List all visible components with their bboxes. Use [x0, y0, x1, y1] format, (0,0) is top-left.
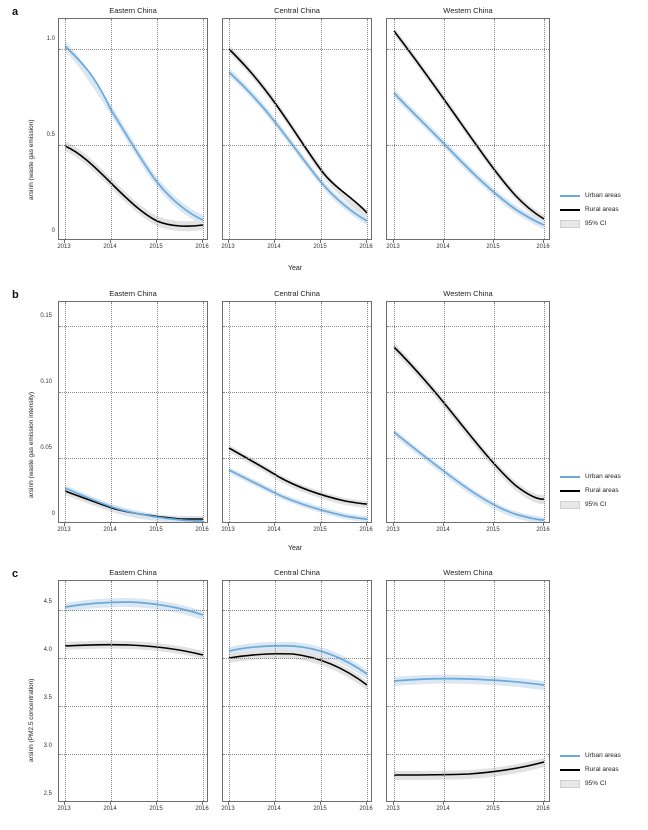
ci-band-icon [560, 501, 580, 509]
facet-b-western-title: Western China [443, 289, 493, 298]
facet-a-eastern-xtick-1: 2014 [103, 244, 117, 250]
panel-a-ylabel: arsinh (waste gas emission) [28, 119, 35, 200]
facet-a-central [222, 6, 372, 254]
panel-c-ytick-3: 4.0 [43, 647, 52, 653]
panel-c-ylabel: arsinh (PM2.5 concentration) [28, 678, 35, 762]
facet-c-central [222, 568, 372, 816]
facet-a-western-title: Western China [443, 6, 493, 15]
facet-c-western [386, 568, 550, 816]
legend-a-ci [560, 218, 621, 229]
facet-a-central-xtick-2: 2015 [313, 244, 327, 250]
facet-a-central-title: Central China [274, 6, 320, 15]
legend-b [560, 471, 621, 513]
legend-a [560, 190, 621, 232]
panel-b-ytick-1: 0.05 [40, 445, 52, 451]
rural-line-icon [560, 490, 580, 492]
facet-a-western-xtick-2: 2015 [486, 244, 500, 250]
legend-c [560, 750, 621, 792]
facet-b-central-xtick-0: 2013 [221, 527, 235, 533]
facet-b-western-xtick-2: 2015 [486, 527, 500, 533]
legend-b-urban [560, 471, 621, 482]
facet-c-eastern-xtick-2: 2015 [149, 806, 163, 812]
series-b-eastern [59, 302, 208, 523]
legend-c-ci [560, 778, 621, 789]
plot-b-western [386, 301, 550, 523]
panel-b-ytick-3: 0.15 [40, 313, 52, 319]
facet-b-central [222, 289, 372, 537]
panel-c-letter: c [12, 568, 19, 580]
panel-a-letter: a [12, 6, 19, 18]
facet-c-central-xtick-1: 2014 [267, 806, 281, 812]
series-c-eastern [59, 581, 208, 802]
facet-a-eastern-xtick-0: 2013 [57, 244, 71, 250]
facet-b-eastern-xtick-1: 2014 [103, 527, 117, 533]
facet-b-central-xtick-2: 2015 [313, 527, 327, 533]
facet-b-eastern-xtick-3: 2016 [195, 527, 209, 533]
facet-b-central-xtick-3: 2016 [359, 527, 373, 533]
facet-c-western-title: Western China [443, 568, 493, 577]
panel-a-ytick-2: 1.0 [46, 36, 55, 42]
ci-band-icon [560, 220, 580, 228]
legend-b-urban-label: Urban areas [585, 473, 621, 480]
rural-line-icon [560, 209, 580, 211]
panel-b-ytick-0: 0 [51, 511, 55, 517]
facet-c-eastern-title: Eastern China [109, 568, 157, 577]
panel-a-xlabel: Year [288, 265, 303, 272]
legend-c-ci-label: 95% CI [585, 780, 607, 787]
facet-c-central-title: Central China [274, 568, 320, 577]
legend-b-rural-label: Rural areas [585, 487, 619, 494]
facet-c-central-xtick-0: 2013 [221, 806, 235, 812]
facet-c-western-xtick-0: 2013 [386, 806, 400, 812]
panel-a-ytick-0: 0 [51, 228, 55, 234]
legend-a-urban [560, 190, 621, 201]
legend-c-urban [560, 750, 621, 761]
series-a-western [387, 19, 550, 240]
plot-b-central [222, 301, 372, 523]
urban-line-icon [560, 476, 580, 478]
plot-a-western [386, 18, 550, 240]
plot-c-western [386, 580, 550, 802]
facet-c-eastern-xtick-0: 2013 [57, 806, 71, 812]
plot-c-central [222, 580, 372, 802]
panel-b [0, 283, 648, 561]
series-c-western [387, 581, 550, 802]
facet-c-eastern-xtick-3: 2016 [195, 806, 209, 812]
legend-c-urban-label: Urban areas [585, 752, 621, 759]
legend-a-ci-label: 95% CI [585, 220, 607, 227]
plot-c-eastern [58, 580, 208, 802]
facet-b-central-xtick-1: 2014 [267, 527, 281, 533]
plot-a-eastern [58, 18, 208, 240]
panel-c-ytick-0: 2.5 [43, 791, 52, 797]
series-c-central [223, 581, 372, 802]
facet-b-eastern-xtick-0: 2013 [57, 527, 71, 533]
facet-a-western-xtick-3: 2016 [536, 244, 550, 250]
legend-c-rural-label: Rural areas [585, 766, 619, 773]
facet-b-western-xtick-1: 2014 [436, 527, 450, 533]
legend-a-rural-label: Rural areas [585, 206, 619, 213]
facet-a-eastern [58, 6, 208, 254]
panel-c-ytick-1: 3.0 [43, 743, 52, 749]
series-a-eastern [59, 19, 208, 240]
facet-c-central-xtick-2: 2015 [313, 806, 327, 812]
panel-a-ytick-1: 0.5 [46, 132, 55, 138]
panel-a [0, 0, 648, 278]
urban-line-icon [560, 755, 580, 757]
plot-a-central [222, 18, 372, 240]
facet-a-central-xtick-0: 2013 [221, 244, 235, 250]
panel-b-letter: b [12, 289, 19, 301]
facet-b-western-xtick-0: 2013 [386, 527, 400, 533]
facet-c-western-xtick-3: 2016 [536, 806, 550, 812]
facet-c-central-xtick-3: 2016 [359, 806, 373, 812]
rural-line-icon [560, 769, 580, 771]
facet-a-central-xtick-3: 2016 [359, 244, 373, 250]
facet-a-eastern-xtick-3: 2016 [195, 244, 209, 250]
facet-b-eastern-xtick-2: 2015 [149, 527, 163, 533]
legend-b-ci [560, 499, 621, 510]
legend-a-urban-label: Urban areas [585, 192, 621, 199]
facet-c-western-xtick-2: 2015 [486, 806, 500, 812]
facet-c-eastern [58, 568, 208, 816]
facet-b-eastern-title: Eastern China [109, 289, 157, 298]
facet-b-western [386, 289, 550, 537]
facet-c-western-xtick-1: 2014 [436, 806, 450, 812]
facet-a-western-xtick-1: 2014 [436, 244, 450, 250]
series-b-western [387, 302, 550, 523]
legend-a-rural [560, 204, 621, 215]
facet-a-eastern-xtick-2: 2015 [149, 244, 163, 250]
plot-b-eastern [58, 301, 208, 523]
facet-a-western [386, 6, 550, 254]
series-b-central [223, 302, 372, 523]
series-a-central [223, 19, 372, 240]
panel-b-xlabel: Year [288, 545, 303, 552]
legend-b-ci-label: 95% CI [585, 501, 607, 508]
facet-b-eastern [58, 289, 208, 537]
ci-band-icon [560, 780, 580, 788]
legend-b-rural [560, 485, 621, 496]
facet-a-central-xtick-1: 2014 [267, 244, 281, 250]
panel-c-ytick-2: 3.5 [43, 695, 52, 701]
facet-a-eastern-title: Eastern China [109, 6, 157, 15]
panel-c [0, 562, 648, 830]
legend-c-rural [560, 764, 621, 775]
facet-c-eastern-xtick-1: 2014 [103, 806, 117, 812]
facet-a-western-xtick-0: 2013 [386, 244, 400, 250]
facet-b-central-title: Central China [274, 289, 320, 298]
panel-b-ytick-2: 0.10 [40, 379, 52, 385]
panel-b-ylabel: arsinh (waste gas emission intensity) [28, 391, 35, 498]
panel-c-ytick-4: 4.5 [43, 599, 52, 605]
facet-b-western-xtick-3: 2016 [536, 527, 550, 533]
urban-line-icon [560, 195, 580, 197]
